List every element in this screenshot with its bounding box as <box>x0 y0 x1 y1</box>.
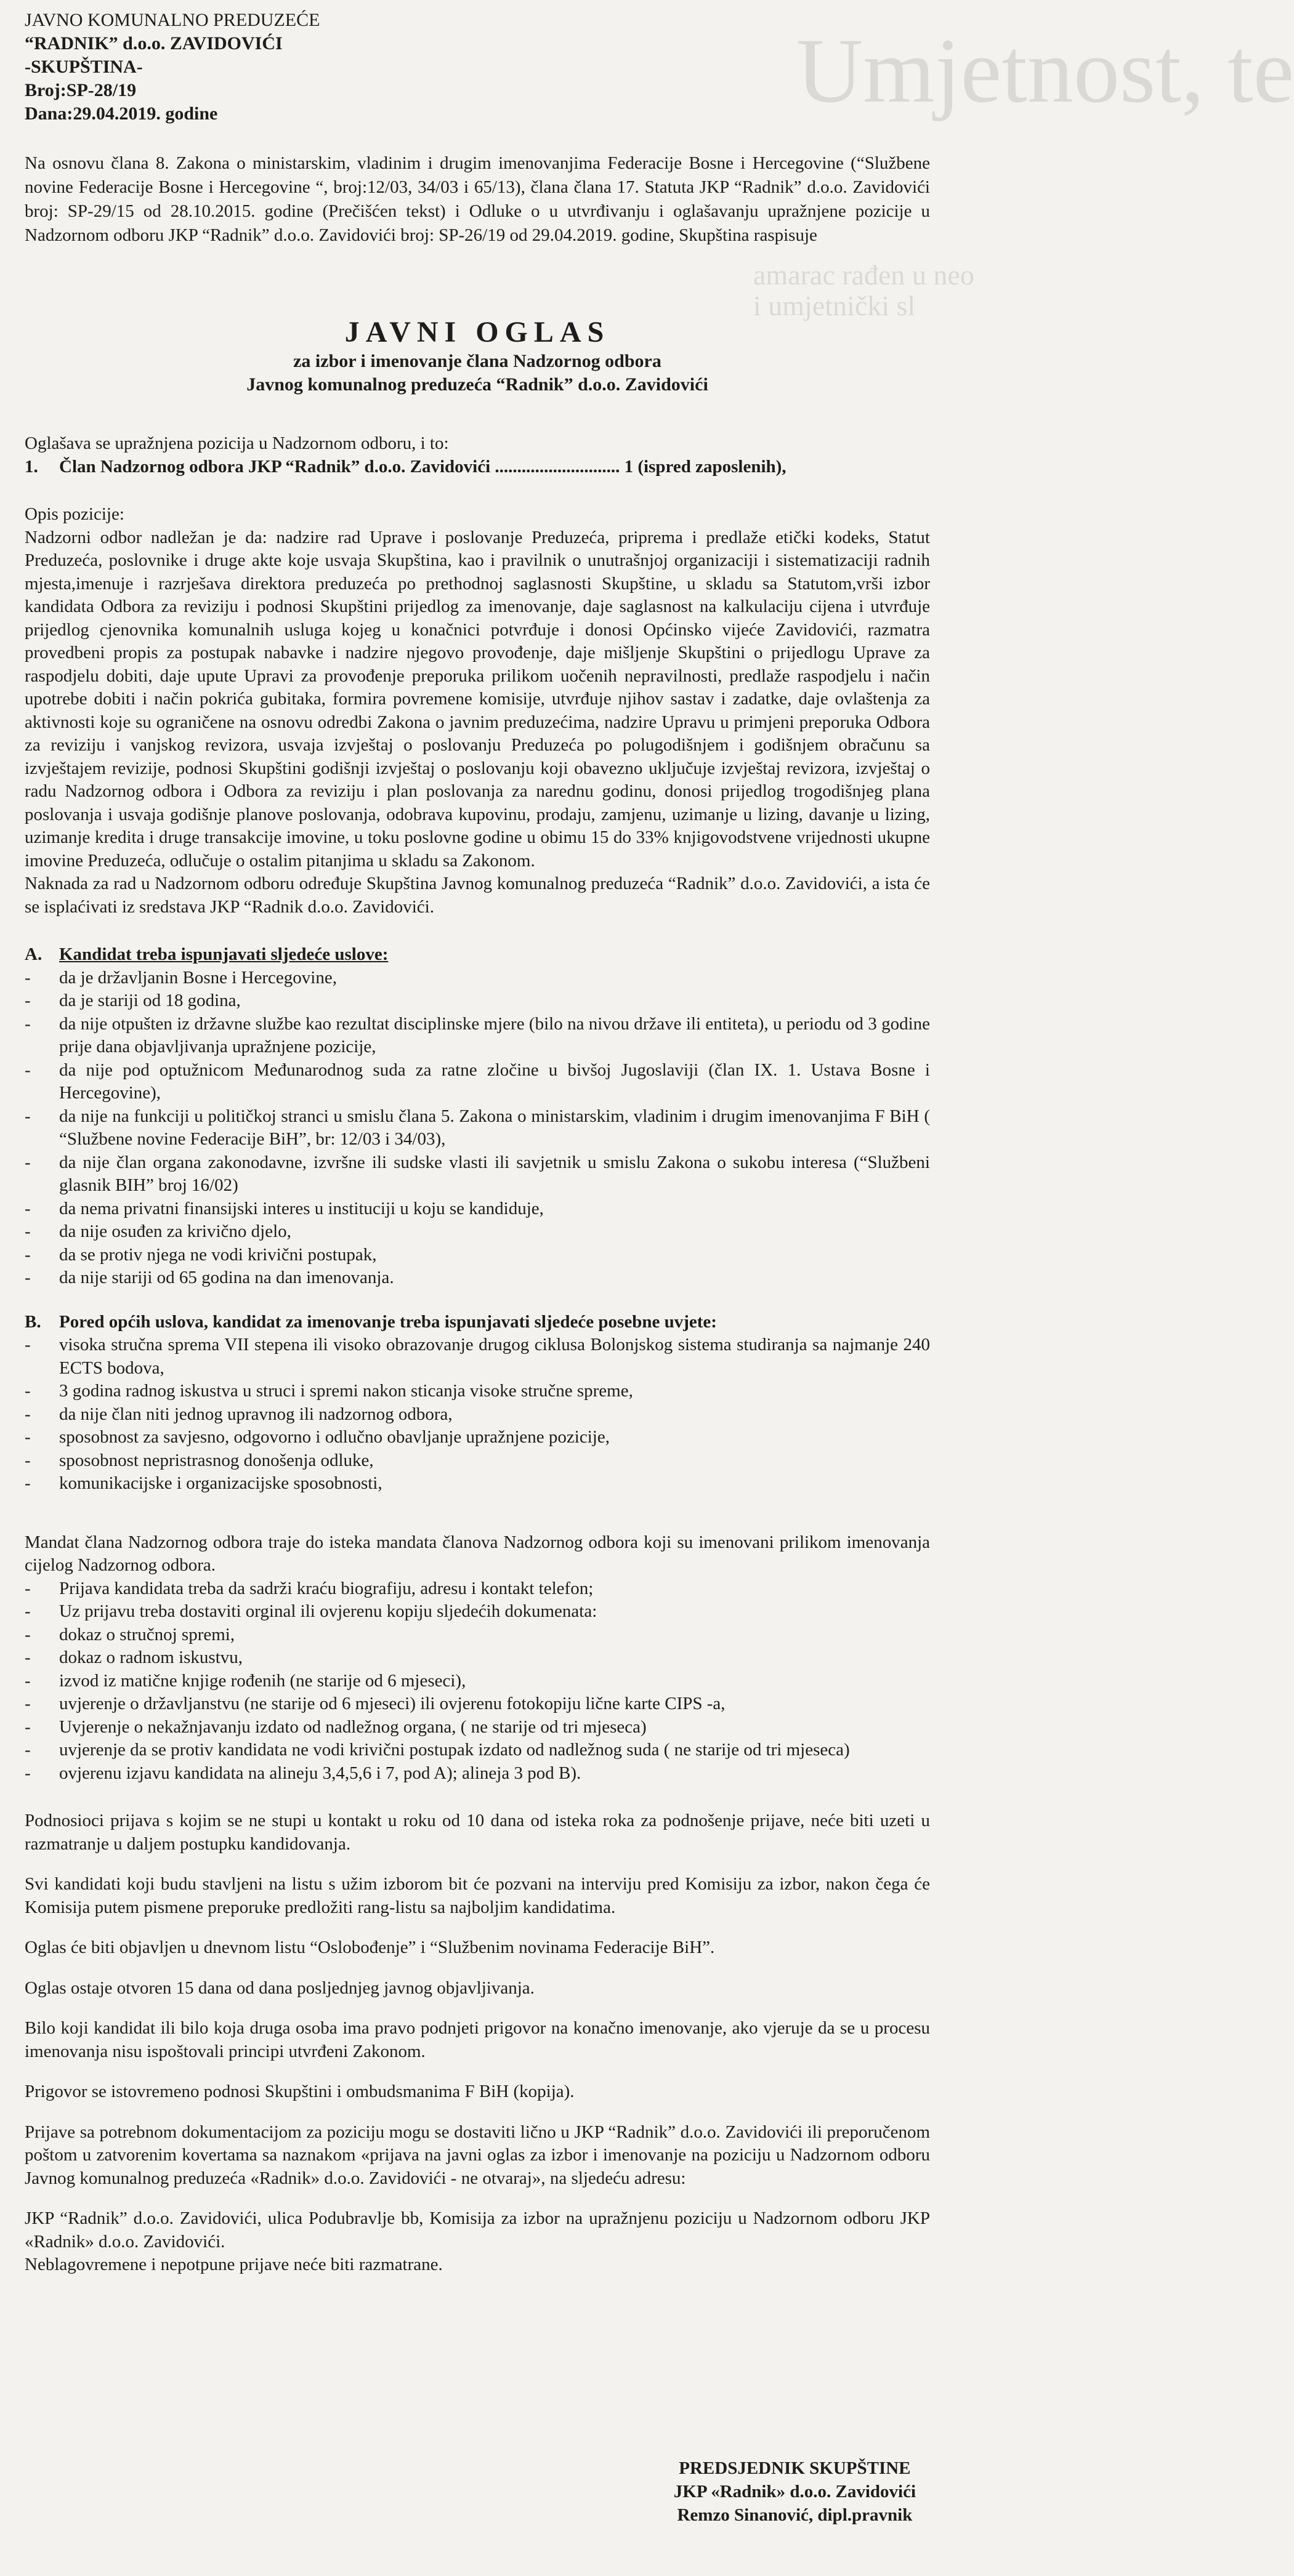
list-item-text: da je državljanin Bosne i Hercegovine, <box>59 967 337 988</box>
dash-marker: - <box>25 1578 31 1598</box>
subtitle-line: za izbor i imenovanje člana Nadzornog odbora <box>293 351 661 371</box>
list-item-text: Prijava kandidata treba da sadrži kraću biografiju, adresu i kontakt telefon; <box>59 1578 594 1598</box>
notice-column <box>25 9 930 2277</box>
info-paragraph: Prigovor se istovremeno podnosi Skupštini i ombudsmanima F BiH (kopija). <box>25 2082 575 2101</box>
dash-marker: - <box>25 1222 31 1241</box>
dash-marker: - <box>25 1106 31 1126</box>
list-item-text: da je stariji od 18 godina, <box>59 991 241 1010</box>
list-item-text: izvod iz matične knjige rođenih (ne starije od 6 mjeseci), <box>59 1670 466 1691</box>
list-item-text: dokaz o stručnoj spremi, <box>59 1624 235 1644</box>
list-item <box>25 1059 930 1105</box>
list-item <box>25 1426 930 1449</box>
header-company: “RADNIK” d.o.o. ZAVIDOVIĆI <box>25 33 283 54</box>
list-item-text: Uvjerenje o nekažnjavanju izdato od nadležnog organa, ( ne starije od tri mjeseca) <box>59 1717 647 1737</box>
dash-marker: - <box>25 1335 31 1354</box>
mandate-paragraph: Mandat člana Nadzornog odbora traje do isteka mandata članova Nadzornog odbora koji su imenovani prilikom imenovanja cijelog Nadzornog odbora. <box>25 1532 930 1575</box>
dash-marker: - <box>25 1427 31 1447</box>
list-item-text: da nije stariji od 65 godina na dan imenovanja. <box>59 1268 394 1287</box>
special-conditions-list <box>25 1334 930 1495</box>
list-item <box>25 1197 930 1221</box>
dash-marker: - <box>25 1694 31 1713</box>
list-item-text: Uz prijavu treba dostaviti orginal ili ovjerenu kopiju sljedećih dokumenata: <box>59 1601 597 1621</box>
bleed-through-text: i umjetnički sl <box>753 290 916 321</box>
title-block <box>25 315 930 396</box>
signature-block <box>674 2457 916 2527</box>
dash-marker: - <box>25 1624 31 1644</box>
info-paragraph: Svi kandidati koji budu stavljeni na listu s užim izborom bit će pozvani na interviju pred Komisiju za izbor, nakon čega će Komisija putem pismene preporuke predložiti rang-listu sa najboljim kandidatima. <box>25 1874 930 1917</box>
dash-marker: - <box>25 1013 31 1034</box>
list-item-text: da se protiv njega ne vodi krivični postupak, <box>59 1244 377 1265</box>
body-text <box>25 432 930 2277</box>
list-item <box>25 1577 930 1601</box>
legal-basis-paragraph: Na osnovu člana 8. Zakona o ministarskim, vladinim i drugim imenovanjima Federacije Bosne i Hercegovine (“Službene novine Federacije Bosne i Hercegovine “, broj:12/03, 34/03 i 65/13), člana člana 17. Statuta JKP “Radnik” d.o.o. Zavidovići broj: SP-29/15 od 28.10.2015. godine (Prečišćen tekst) i Odluke o u utvrđivanju i oglašavanju upražnjene pozicije u Nadzornom odboru JKP “Radnik” d.o.o. Zavidovići broj: SP-26/19 od 29.04.2019. godine, Skupština raspisuje <box>25 153 930 245</box>
announcement-line: Oglašava se upražnjena pozicija u Nadzornom odboru, i to: <box>25 433 449 453</box>
dash-marker: - <box>25 1763 31 1783</box>
dash-marker: - <box>25 1060 31 1080</box>
header-date: Dana:29.04.2019. godine <box>25 103 218 124</box>
position-number: 1. <box>25 456 38 477</box>
dash-marker: - <box>25 1740 31 1760</box>
position-text: Član Nadzornog odbora JKP “Radnik” d.o.o. Zavidovići ............................ 1 (ispred zaposlenih), <box>59 456 787 477</box>
info-paragraph: Oglas ostaje otvoren 15 dana od dana posljednjeg javnog objavljivanja. <box>25 1978 535 1998</box>
list-item <box>25 1403 930 1427</box>
dash-marker: - <box>25 1152 31 1172</box>
dash-marker: - <box>25 1670 31 1691</box>
list-item-text: visoka stručna sprema VII stepena ili visoko obrazovanje drugog ciklusa Bolonjskog sistema studiranja sa najmanje 240 ECTS bodova, <box>59 1335 930 1378</box>
address-paragraph: JKP “Radnik” d.o.o. Zavidovići, ulica Podubravlje bb, Komisija za izbor na upražnjenu poziciju u Nadzornom odboru JKP «Radnik» d.o.o. Zavidovići. <box>25 2208 930 2252</box>
dash-marker: - <box>25 1404 31 1424</box>
dash-marker: - <box>25 1473 31 1493</box>
list-item <box>25 1151 930 1197</box>
list-item-text: ovjerenu izjavu kandidata na alineju 3,4,5,6 i 7, pod A); alineja 3 pod B). <box>59 1763 581 1783</box>
bleed-through-text: amarac rađen u neo <box>753 259 974 291</box>
subtitle-line: Javnog komunalnog preduzeća “Radnik” d.o.o. Zavidovići <box>246 374 708 395</box>
section-title: Pored općih uslova, kandidat za imenovanje treba ispunjavati sljedeće posebne uvjete: <box>59 1311 717 1332</box>
list-item-text: da nije na funkciji u političkoj stranci u smislu člana 5. Zakona o ministarskim, vladinim i drugim imenovanjima F BiH ( “Službene novine Federacije BiH”, br: 12/03 i 34/03), <box>59 1106 930 1149</box>
description-paragraph: Nadzorni odbor nadležan je da: nadzire rad Uprave i poslovanje Preduzeća, priprema i predlaže etički kodeks, Statut Preduzeća, poslovnike i druge akte koje usvaja Skupština, kao i pravilnik o unutrašnjoj organizaciji i sistematizaciji radnih mjesta,imenuje i razrješava direktora preduzeća po prethodnoj saglasnosti Skupštine, u skladu sa Statutom,vrši izbor kandidata Odbora za reviziju i podnosi Skupštini prijedlog za imenovanje, daje saglasnost na kalkulaciju cijena i utvrđuje prijedlog cjenovnika komunalnih usluga kojeg u konačnici potvrđuje i donosi Općinsko vijeće Zavidovići, razmatra provedbeni propis za postupak nabavke i nadzire njegovo provođenje, daje mišljenje Skupštini o prijedlogu Uprave za raspodjelu dobiti, daje upute Upravi za provođenje preporuka prilikom uočenih nepravilnosti, predlaže raspodjelu i način upotrebe dobiti i način pokrića gubitaka, formira povremene komisije, utvrđuje njihov sastav i zadatke, daje ovlaštenja za aktivnosti koje su ograničene na osnovu odredbi Zakona o javnim preduzećima, nadzire Upravu u primjeni preporuka Odbora za reviziju i vanjskog revizora, usvaja izvještaj o poslovanju Preduzeća po polugodišnjem i godišnjem obračunu sa izvještajem revizije, podnosi Skupštini godišnji izvještaj o poslovanju koji obavezno uključuje izvještaj revizora, izvještaj o radu Nadzornog odbora i Odbora za reviziju i plan poslovanja za narednu godinu, donosi prijedlog trogodišnjeg plana poslovanja i usvaja godišnje planove poslovanja, odobrava kupovinu, prodaju, zamjenu, uzimanje u lizing, davanje u lizing, uzimanje kredita i druge transakcije imovine, u toku poslovne godine u obimu 15 do 33% knjigovodstvene vrijednosti ukupne imovine Preduzeća, odlučuje o ostalim pitanjima u skladu sa Zakonom. <box>25 527 930 871</box>
document-header <box>25 9 930 126</box>
section-title: Kandidat treba ispunjavati sljedeće uslove: <box>59 944 389 964</box>
dash-marker: - <box>25 1717 31 1737</box>
list-item <box>25 967 930 990</box>
list-item <box>25 1380 930 1403</box>
submission-paragraph: Prijave sa potrebnom dokumentacijom za poziciju mogu se dostaviti lično u JKP “Radnik” d.o.o. Zavidovići ili preporučenom poštom u zatvorenim kovertama sa naznakom «prijava na javni oglas za izbor i imenovanje na poziciju u Nadzornom odboru Javnog komunalnog preduzeća «Radnik» d.o.o. Zavidovići - ne otvaraj», na sljedeću adresu: <box>25 2122 930 2188</box>
list-item-text: uvjerenje o državljanstvu (ne starije od 6 mjeseci) ili ovjerenu fotokopiju lične karte CIPS -a, <box>59 1694 726 1713</box>
dash-marker: - <box>25 1601 31 1621</box>
compensation-paragraph: Naknada za rad u Nadzornom odboru određuje Skupština Javnog komunalnog preduzeća “Radnik” d.o.o. Zavidovići, a ista će se isplaćivati iz sredstava JKP “Radnik d.o.o. Zavidovići. <box>25 874 930 917</box>
list-item <box>25 1449 930 1473</box>
signature-org: JKP «Radnik» d.o.o. Zavidovići <box>673 2482 916 2502</box>
section-heading <box>25 943 930 967</box>
bleed-through-text: Umjetnost, te <box>796 20 1294 122</box>
dash-marker: - <box>25 1450 31 1470</box>
dash-marker: - <box>25 1381 31 1401</box>
list-item-text: sposobnost za savjesno, odgovorno i odlučno obavljanje upražnjene pozicije, <box>59 1427 610 1447</box>
dash-marker: - <box>25 1198 31 1218</box>
dash-marker: - <box>25 1244 31 1265</box>
list-item <box>25 1716 930 1739</box>
list-item-text: sposobnost nepristrasnog donošenja odluke, <box>59 1450 374 1470</box>
list-item-text: da nije član organa zakonodavne, izvršne ili sudske vlasti ili savjetnik u smislu Zakona o sukobu interesa (“Službeni glasnik BIH” broj 16/02) <box>59 1152 930 1195</box>
section-a <box>25 943 930 1290</box>
signature-title: PREDSJEDNIK SKUPŠTINE <box>679 2458 911 2478</box>
list-item-text: komunikacijske i organizacijske sposobnosti, <box>59 1473 382 1493</box>
description-label: Opis pozicije: <box>25 504 124 524</box>
section-b <box>25 1311 930 1495</box>
list-item <box>25 1472 930 1495</box>
info-paragraph: Oglas će biti objavljen u dnevnom listu “Oslobođenje” i “Službenim novinama Federacije BiH”. <box>25 1938 715 1957</box>
list-item <box>25 1762 930 1785</box>
list-item <box>25 1646 930 1670</box>
section-heading <box>25 1311 930 1334</box>
list-item <box>25 1266 930 1290</box>
section-letter: B. <box>25 1311 41 1332</box>
list-item <box>25 1013 930 1059</box>
list-item <box>25 1220 930 1244</box>
conditions-list <box>25 967 930 1290</box>
list-item <box>25 989 930 1013</box>
info-paragraph: Podnosioci prijava s kojim se ne stupi u kontakt u roku od 10 dana od isteka roka za podnošenje prijave, neće biti uzeti u razmatranje u daljem postupku kandidovanja. <box>25 1811 930 1854</box>
list-item <box>25 1334 930 1380</box>
closing-note: Neblagovremene i nepotpune prijave neće biti razmatrane. <box>25 2255 443 2274</box>
list-item-text: uvjerenje da se protiv kandidata ne vodi krivični postupak izdato od nadležnog suda ( ne starije od tri mjeseca) <box>59 1740 850 1760</box>
list-item <box>25 1739 930 1762</box>
dash-marker: - <box>25 991 31 1010</box>
list-item <box>25 1624 930 1647</box>
header-number: Broj:SP-28/19 <box>25 80 137 100</box>
header-org: JAVNO KOMUNALNO PREDUZEĆE <box>25 10 320 30</box>
list-item-text: da nije osuđen za krivično djelo, <box>59 1222 291 1241</box>
application-list <box>25 1577 930 1785</box>
list-item-text: da nema privatni finansijski interes u instituciji u koju se kandiduje, <box>59 1198 544 1218</box>
list-item <box>25 1670 930 1693</box>
header-body: -SKUPŠTINA- <box>25 57 143 77</box>
list-item-text: da nije pod optužnicom Međunarodnog suda za ratne zločine u bivšoj Jugoslaviji (član IX. 1. Ustava Bosne i Hercegovine), <box>59 1060 930 1103</box>
signature-name: Remzo Sinanović, dipl.pravnik <box>677 2505 913 2525</box>
list-item <box>25 1244 930 1267</box>
section-letter: A. <box>25 944 42 964</box>
page-title: JAVNI OGLAS <box>344 316 610 348</box>
dash-marker: - <box>25 1648 31 1667</box>
dash-marker: - <box>25 1268 31 1287</box>
info-paragraph: Bilo koji kandidat ili bilo koja druga osoba ima pravo podnjeti prigovor na konačno imenovanje, ako vjeruje da se u procesu imenovanja nisu ispoštovali principi utvrđeni Zakonom. <box>25 2018 930 2061</box>
list-item-text: 3 godina radnog iskustva u struci i spremi nakon sticanja visoke stručne spreme, <box>59 1381 633 1401</box>
list-item-text: da nije član niti jednog upravnog ili nadzornog odbora, <box>59 1404 453 1424</box>
list-item-text: da nije otpušten iz državne službe kao rezultat disciplinske mjere (bilo na nivou države ili entiteta), u periodu od 3 godine prije dana objavljivanja upražnjene pozicije, <box>59 1013 930 1057</box>
list-item <box>25 1600 930 1624</box>
position-line <box>25 456 930 479</box>
list-item <box>25 1105 930 1151</box>
list-item-text: dokaz o radnom iskustvu, <box>59 1648 243 1667</box>
dash-marker: - <box>25 967 31 988</box>
list-item <box>25 1693 930 1716</box>
